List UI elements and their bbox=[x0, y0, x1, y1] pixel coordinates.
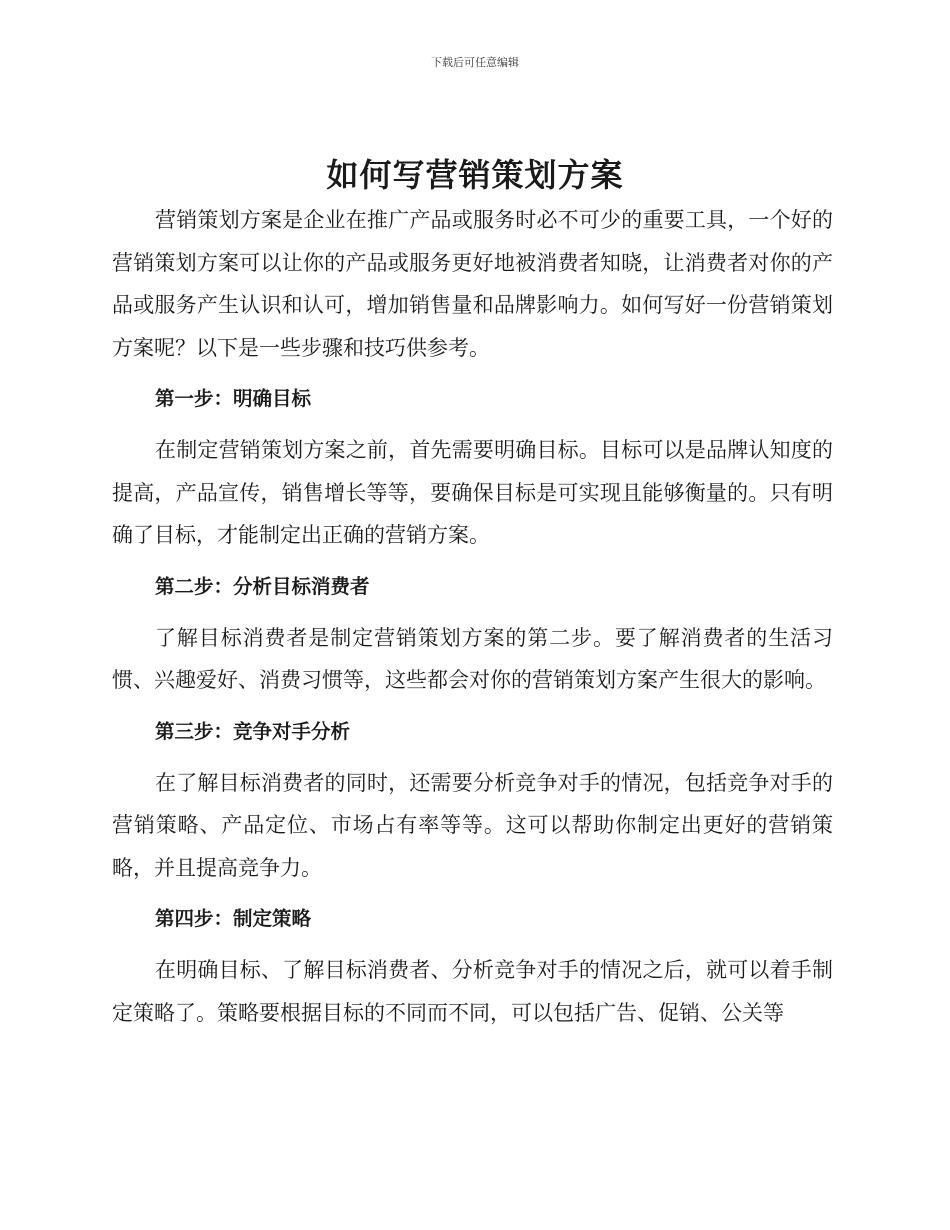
step-3-paragraph: 在了解目标消费者的同时，还需要分析竞争对手的情况，包括竞争对手的营销策略、产品定位、市场占有率等等。这可以帮助你制定出更好的营销策略，并且提高竞争力。 bbox=[112, 770, 833, 880]
step-4-heading: 第四步：制定策略 bbox=[155, 907, 312, 930]
step-2-heading: 第二步：分析目标消费者 bbox=[155, 574, 370, 598]
document-title: 如何写营销策划方案 bbox=[326, 156, 624, 194]
intro-paragraph: 营销策划方案是企业在推广产品或服务时必不可少的重要工具，一个好的营销策划方案可以让你的产品或服务更好地被消费者知晓，让消费者对你的产品或服务产生认识和认可，增加销售量和品牌影响力。如何写好一份营销策划方案呢？以下是一些步骤和技巧供参考。 bbox=[112, 208, 833, 360]
step-3-heading: 第三步：竞争对手分析 bbox=[155, 719, 351, 743]
document-body bbox=[112, 199, 833, 1034]
page-header-note: 下载后可任意编辑 bbox=[431, 56, 519, 69]
step-1-heading: 第一步：明确目标 bbox=[155, 387, 312, 410]
step-1-paragraph: 在制定营销策划方案之前，首先需要明确目标。目标可以是品牌认知度的提高，产品宣传，销售增长等等，要确保目标是可实现且能够衡量的。只有明确了目标，才能制定出正确的营销方案。 bbox=[112, 438, 833, 547]
step-4-paragraph: 在明确目标、了解目标消费者、分析竞争对手的情况之后，就可以着手制定策略了。策略要根据目标的不同而不同，可以包括广告、促销、公关等 bbox=[112, 958, 833, 1025]
step-2-paragraph: 了解目标消费者是制定营销策划方案的第二步。要了解消费者的生活习惯、兴趣爱好、消费习惯等，这些都会对你的营销策划方案产生很大的影响。 bbox=[112, 625, 833, 692]
